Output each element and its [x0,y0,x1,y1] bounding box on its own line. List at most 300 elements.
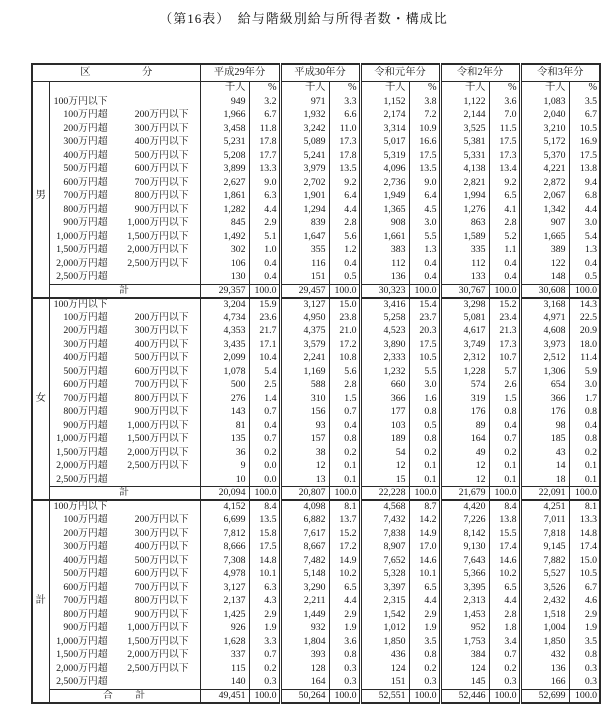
count-cell: 1,078 [200,365,249,379]
unit-label-thousand: 千人 [360,82,409,96]
count-cell: 3,579 [280,338,329,352]
count-cell: 1,228 [440,365,489,379]
percent-cell: 17.5 [249,541,280,555]
percent-cell: 3.0 [569,217,600,231]
total-percent-cell: 100.0 [489,689,520,703]
percent-cell: 2.8 [329,379,360,393]
count-cell: 393 [280,649,329,663]
class-upper-bound: 300万円以下 [134,325,189,337]
income-class-text [50,569,200,579]
count-cell: 5,231 [200,136,249,150]
count-cell: 1,628 [200,635,249,649]
percent-cell: 6.7 [249,109,280,123]
class-upper-bound: 1,500万円以下 [127,635,189,647]
class-lower-bound: 300万円超 [63,541,108,553]
class-lower-bound: 700万円超 [63,190,108,202]
income-class-label [49,581,200,595]
percent-cell: 15.5 [489,527,520,541]
percent-cell: 17.4 [569,541,600,555]
total-count-cell: 50,264 [280,689,329,703]
count-cell: 3,749 [440,338,489,352]
class-upper-bound: 900万円以下 [134,608,189,620]
count-cell: 7,432 [360,514,409,528]
percent-cell: 0.8 [569,433,600,447]
percent-cell: 23.7 [409,311,440,325]
total-percent-cell: 100.0 [489,284,520,298]
count-cell: 1,449 [280,608,329,622]
percent-cell: 1.3 [409,244,440,258]
count-cell: 2,099 [200,352,249,366]
class-lower-bound: 900万円超 [63,622,108,634]
count-cell: 355 [280,244,329,258]
count-cell: 3,526 [520,581,569,595]
class-upper-bound [108,502,200,512]
percent-cell: 0.7 [329,406,360,420]
percent-cell: 17.7 [249,149,280,163]
class-lower-bound: 900万円超 [63,217,108,229]
percent-cell: 2.8 [329,217,360,231]
class-upper-bound: 2,000万円以下 [127,244,189,256]
count-cell: 2,702 [280,176,329,190]
class-lower-bound: 2,500万円超 [56,271,108,283]
unit-label-percent: % [249,82,280,96]
count-cell: 384 [440,649,489,663]
percent-cell: 4.5 [409,203,440,217]
percent-cell: 13.8 [489,514,520,528]
count-cell: 1,518 [520,608,569,622]
income-class-label [49,433,200,447]
percent-cell: 0.4 [409,271,440,285]
count-cell: 5,089 [280,136,329,150]
percent-cell: 0.5 [569,271,600,285]
class-lower-bound: 300万円超 [63,136,108,148]
percent-cell: 17.3 [489,149,520,163]
percent-cell: 17.5 [409,149,440,163]
percent-cell: 11.8 [249,122,280,136]
count-cell: 3,979 [280,163,329,177]
percent-cell: 1.6 [409,392,440,406]
data-row [32,338,600,352]
count-cell: 7,308 [200,554,249,568]
count-cell: 2,432 [520,595,569,609]
percent-cell: 17.3 [329,136,360,150]
class-upper-bound: 800万円以下 [134,190,189,202]
data-row [32,149,600,163]
count-cell: 1,804 [280,635,329,649]
percent-cell: 13.3 [569,514,600,528]
percent-cell: 17.8 [249,136,280,150]
class-upper-bound: 200万円以下 [134,514,189,526]
table-container [31,63,601,704]
percent-cell: 10.5 [569,568,600,582]
total-count-cell: 52,446 [440,689,489,703]
income-class-label [49,608,200,622]
percent-cell: 10.4 [249,352,280,366]
count-cell: 7,838 [360,527,409,541]
class-lower-bound: 200万円超 [63,527,108,539]
percent-cell: 10.5 [569,122,600,136]
percent-cell: 23.4 [489,311,520,325]
percent-cell: 0.2 [409,446,440,460]
income-class-label [49,190,200,204]
total-percent-cell: 100.0 [249,284,280,298]
class-upper-bound: 500万円以下 [134,554,189,566]
count-cell: 1,342 [520,203,569,217]
percent-cell: 14.8 [249,554,280,568]
percent-cell: 9.0 [249,176,280,190]
percent-cell: 3.6 [329,635,360,649]
count-cell: 845 [200,217,249,231]
percent-cell: 15.0 [569,554,600,568]
count-cell: 128 [280,662,329,676]
percent-cell: 0.3 [329,662,360,676]
total-percent-cell: 100.0 [249,487,280,501]
class-lower-bound: 100万円超 [63,109,108,121]
count-cell: 3,298 [440,298,489,312]
income-class-label [49,406,200,420]
income-class-text [50,515,200,525]
income-class-text [50,340,200,350]
income-class-text [50,475,200,485]
data-row [32,95,600,109]
percent-cell: 5.1 [249,230,280,244]
count-cell: 5,208 [200,149,249,163]
percent-cell: 8.1 [329,500,360,514]
percent-cell: 3.3 [329,95,360,109]
data-row [32,527,600,541]
percent-cell: 4.4 [249,203,280,217]
count-cell: 5,017 [360,136,409,150]
count-cell: 3,899 [200,163,249,177]
count-cell: 124 [440,662,489,676]
percent-cell: 1.5 [329,392,360,406]
year-header-5: 令和3年分 [520,64,600,82]
percent-cell: 8.4 [249,500,280,514]
percent-cell: 6.7 [569,109,600,123]
percent-cell: 0.4 [489,271,520,285]
count-cell: 12 [440,460,489,474]
count-cell: 7,812 [200,527,249,541]
income-class-text [50,637,200,647]
count-cell: 156 [280,406,329,420]
percent-cell: 5.5 [409,365,440,379]
count-cell: 952 [440,622,489,636]
percent-cell: 0.1 [409,460,440,474]
percent-cell: 1.8 [489,622,520,636]
class-upper-bound [108,97,200,107]
class-upper-bound: 2,000万円以下 [127,649,189,661]
percent-cell: 0.8 [409,406,440,420]
count-cell: 1,850 [360,635,409,649]
count-cell: 177 [360,406,409,420]
percent-cell: 0.2 [409,662,440,676]
count-cell: 5,370 [520,149,569,163]
count-cell: 2,512 [520,352,569,366]
percent-cell: 4.1 [489,203,520,217]
income-class-label [49,95,200,109]
percent-cell: 0.4 [249,419,280,433]
count-cell: 6,699 [200,514,249,528]
class-upper-bound: 1,500万円以下 [127,433,189,445]
count-cell: 81 [200,419,249,433]
percent-cell: 23.6 [249,311,280,325]
percent-cell: 10.1 [409,568,440,582]
total-label: 計 [49,487,200,501]
data-row [32,257,600,271]
count-cell: 133 [440,271,489,285]
class-upper-bound: 1,500万円以下 [127,230,189,242]
unit-label-percent: % [329,82,360,96]
percent-cell: 0.4 [249,257,280,271]
count-cell: 4,138 [440,163,489,177]
count-cell: 136 [520,662,569,676]
count-cell: 7,652 [360,554,409,568]
class-lower-bound: 600万円超 [63,581,108,593]
data-row [32,325,600,339]
percent-cell: 6.5 [409,581,440,595]
count-cell: 166 [520,676,569,690]
data-row [32,514,600,528]
count-cell: 926 [200,622,249,636]
total-count-cell: 20,807 [280,487,329,501]
count-cell: 1,453 [440,608,489,622]
count-cell: 1,306 [520,365,569,379]
count-cell: 7,226 [440,514,489,528]
data-row [32,541,600,555]
percent-cell: 9.2 [489,176,520,190]
percent-cell: 6.7 [569,581,600,595]
percent-cell: 0.1 [569,460,600,474]
total-percent-cell: 100.0 [409,487,440,501]
income-class-text [50,448,200,458]
count-cell: 4,152 [200,500,249,514]
count-cell: 2,736 [360,176,409,190]
count-cell: 4,251 [520,500,569,514]
percent-cell: 5.9 [569,365,600,379]
count-cell: 1,294 [280,203,329,217]
count-cell: 1,492 [200,230,249,244]
count-cell: 907 [520,217,569,231]
income-class-label [49,635,200,649]
income-class-text [50,596,200,606]
class-upper-bound: 300万円以下 [134,122,189,134]
count-cell: 5,241 [280,149,329,163]
class-lower-bound: 700万円超 [63,595,108,607]
count-cell: 276 [200,392,249,406]
income-class-text [50,110,200,120]
count-cell: 1,282 [200,203,249,217]
percent-cell: 3.6 [489,95,520,109]
percent-cell: 4.4 [409,595,440,609]
count-cell: 49 [440,446,489,460]
percent-cell: 10.2 [489,568,520,582]
percent-cell: 6.5 [329,581,360,595]
income-class-label [49,446,200,460]
income-class-text [50,124,200,134]
percent-cell: 4.4 [569,203,600,217]
count-cell: 337 [200,649,249,663]
count-cell: 122 [520,257,569,271]
count-cell: 366 [520,392,569,406]
class-lower-bound: 2,000万円超 [56,662,108,674]
count-cell: 8,666 [200,541,249,555]
count-cell: 319 [440,392,489,406]
class-upper-bound: 2,500万円以下 [127,460,189,472]
income-class-text [50,529,200,539]
count-cell: 1,122 [440,95,489,109]
count-cell: 8,907 [360,541,409,555]
percent-cell: 0.3 [569,662,600,676]
count-cell: 9,130 [440,541,489,555]
count-cell: 7,482 [280,554,329,568]
percent-cell: 1.0 [249,244,280,258]
income-class-text [50,245,200,255]
class-lower-bound: 1,500万円超 [56,649,108,661]
section-total-row-male [32,284,600,298]
percent-cell: 3.4 [489,635,520,649]
total-count-cell: 20,094 [200,487,249,501]
data-row [32,176,600,190]
count-cell: 1,966 [200,109,249,123]
percent-cell: 13.3 [249,163,280,177]
count-cell: 5,527 [520,568,569,582]
count-cell: 4,568 [360,500,409,514]
class-lower-bound: 100万円超 [63,514,108,526]
class-upper-bound: 2,500万円以下 [127,257,189,269]
percent-cell: 2.9 [249,217,280,231]
count-cell: 1,665 [520,230,569,244]
count-cell: 1,949 [360,190,409,204]
percent-cell: 0.8 [409,649,440,663]
class-lower-bound: 800万円超 [63,406,108,418]
income-class-label [49,595,200,609]
percent-cell: 0.5 [409,419,440,433]
percent-cell: 2.6 [489,379,520,393]
class-upper-bound: 300万円以下 [134,527,189,539]
percent-cell: 1.4 [249,392,280,406]
income-class-text [50,300,200,310]
class-lower-bound: 900万円超 [63,419,108,431]
data-row [32,622,600,636]
data-row [32,608,600,622]
class-upper-bound: 400万円以下 [134,136,189,148]
class-upper-bound [108,272,200,282]
count-cell: 3,314 [360,122,409,136]
income-class-text [50,353,200,363]
count-cell: 2,174 [360,109,409,123]
percent-cell: 17.5 [569,149,600,163]
income-class-text [50,650,200,660]
income-class-label [49,163,200,177]
percent-cell: 15.2 [329,527,360,541]
year-header-row [32,64,600,82]
percent-cell: 14.8 [569,527,600,541]
class-upper-bound: 800万円以下 [134,392,189,404]
percent-cell: 3.5 [569,635,600,649]
percent-cell: 13.8 [569,163,600,177]
class-lower-bound: 200万円超 [63,325,108,337]
percent-cell: 2.5 [249,379,280,393]
income-class-text [50,191,200,201]
percent-cell: 0.4 [329,257,360,271]
count-cell: 5,172 [520,136,569,150]
count-cell: 2,241 [280,352,329,366]
income-class-text [50,97,200,107]
count-cell: 12 [440,473,489,487]
percent-cell: 14.9 [409,527,440,541]
count-cell: 1,276 [440,203,489,217]
percent-cell: 5.6 [329,365,360,379]
percent-cell: 10.9 [409,122,440,136]
count-cell: 36 [200,446,249,460]
percent-cell: 17.2 [329,541,360,555]
income-class-text [50,461,200,471]
class-upper-bound: 500万円以下 [134,352,189,364]
income-class-label [49,149,200,163]
data-row [32,190,600,204]
percent-cell: 8.1 [569,500,600,514]
count-cell: 839 [280,217,329,231]
data-row [32,109,600,123]
count-cell: 12 [280,460,329,474]
percent-cell: 4.4 [329,203,360,217]
count-cell: 54 [360,446,409,460]
unit-header-row [32,82,600,96]
class-upper-bound: 1,000万円以下 [127,217,189,229]
percent-cell: 15.0 [329,298,360,312]
percent-cell: 23.8 [329,311,360,325]
count-cell: 863 [440,217,489,231]
percent-cell: 1.7 [569,392,600,406]
percent-cell: 15.8 [249,527,280,541]
percent-cell: 9.4 [569,176,600,190]
count-cell: 310 [280,392,329,406]
income-class-text [50,272,200,282]
count-cell: 9,145 [520,541,569,555]
count-cell: 2,872 [520,176,569,190]
income-class-label [49,217,200,231]
total-count-cell: 30,767 [440,284,489,298]
count-cell: 366 [360,392,409,406]
percent-cell: 0.3 [249,676,280,690]
income-class-text [50,542,200,552]
percent-cell: 1.1 [489,244,520,258]
percent-cell: 17.4 [489,541,520,555]
income-class-label [49,379,200,393]
percent-cell: 18.0 [569,338,600,352]
count-cell: 1,232 [360,365,409,379]
count-cell: 335 [440,244,489,258]
income-class-label [49,649,200,663]
section-label-female: 女 [32,298,49,501]
count-cell: 3,168 [520,298,569,312]
class-lower-bound: 400万円超 [63,554,108,566]
total-count-cell: 49,451 [200,689,249,703]
percent-cell: 4.6 [569,595,600,609]
percent-cell: 3.0 [569,379,600,393]
percent-cell: 16.9 [569,136,600,150]
count-cell: 1,012 [360,622,409,636]
count-cell: 389 [520,244,569,258]
total-count-cell: 21,679 [440,487,489,501]
class-lower-bound: 100万円以下 [53,95,108,107]
data-row [32,446,600,460]
percent-cell: 8.7 [409,500,440,514]
class-lower-bound: 1,000万円超 [56,635,108,647]
count-cell: 500 [200,379,249,393]
count-cell: 103 [360,419,409,433]
income-class-label [49,676,200,690]
